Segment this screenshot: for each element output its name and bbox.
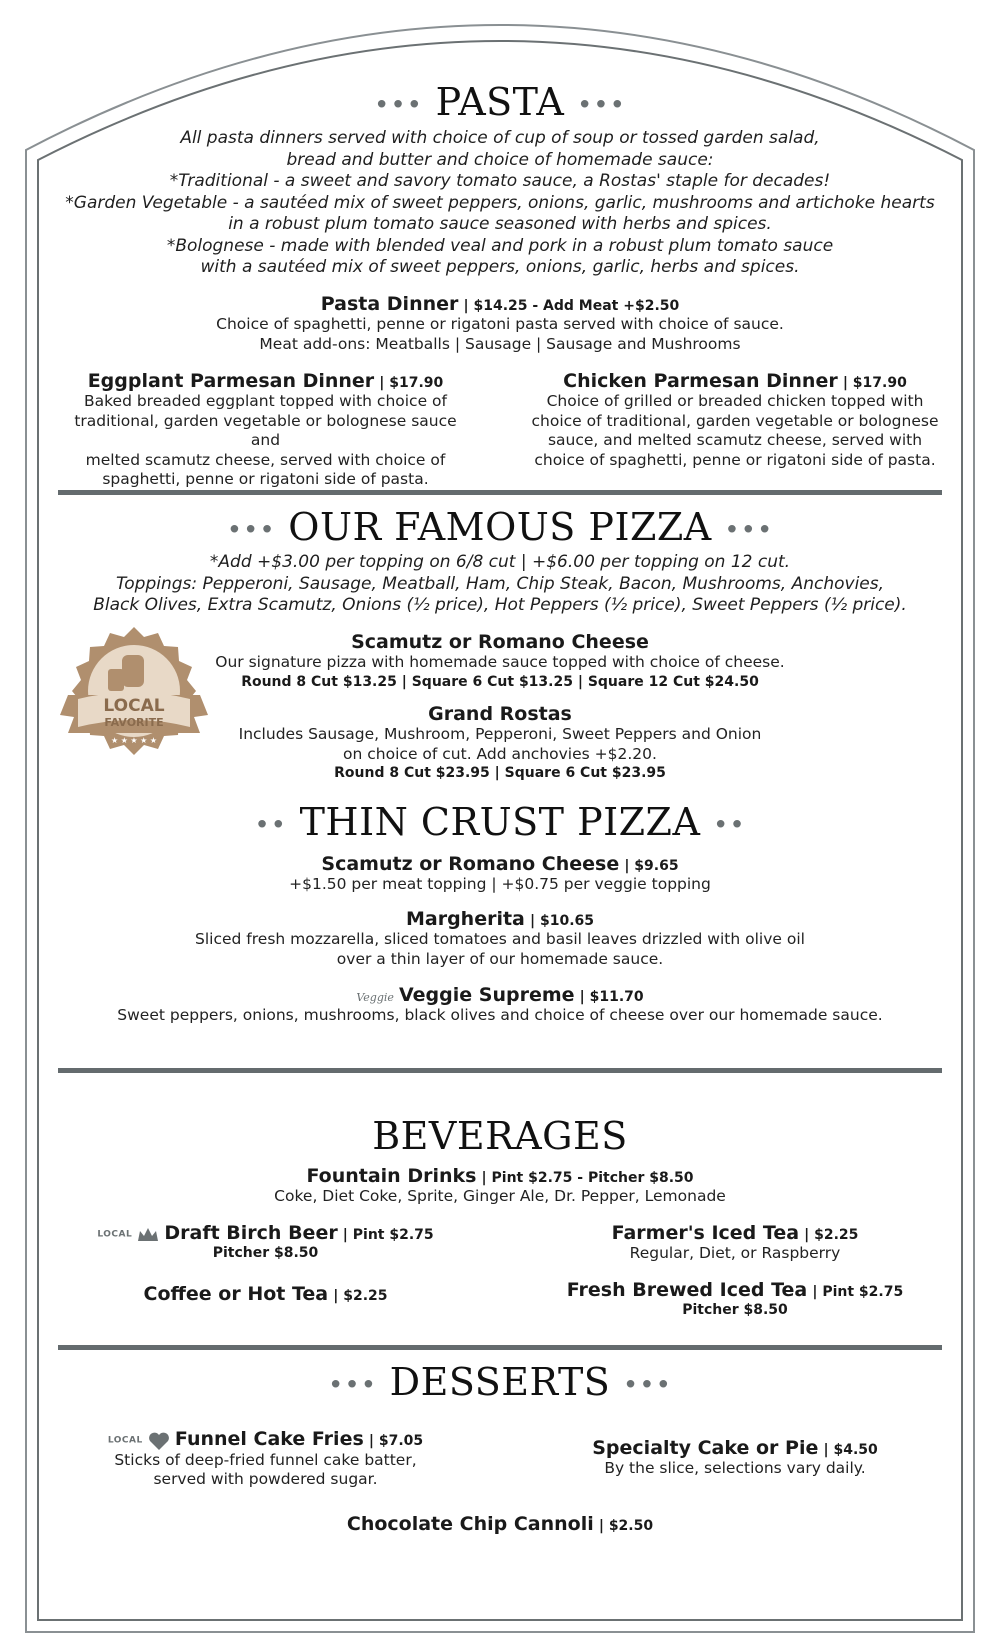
crown-icon (137, 1227, 159, 1243)
veggie-supreme-item: Veggie Veggie Supreme | $11.70 Sweet peppers, onions, mushrooms, black olives and choice of cheese over our homemade sauce. (117, 984, 883, 1024)
item-price: | $14.25 - Add Meat +$2.50 (463, 298, 680, 314)
veggie-icon: Veggie (356, 991, 394, 1004)
specialty-cake-item: Specialty Cake or Pie | $4.50 By the slice, selections vary daily. (592, 1437, 878, 1477)
badge-text-line1: LOCAL (103, 696, 165, 716)
pasta-intro: All pasta dinners served with choice of cup of soup or tossed garden salad, bread and butter and choice of homemade sauce: *Traditional - a sweet and savory tomato sauce, a Rostas' staple for decades! *Garden Vegetable - a sautéed mix of sweet peppers, onions, garlic, mushrooms and artichoke hearts in a robust plum tomato sauce seasoned with herbs and spices. *Bolognese - made with blended veal and pork in a robust plum tomato sauce with a sautéed mix of sweet peppers, onions, garlic, herbs and spices. (65, 128, 935, 277)
eggplant-parmesan-item: Eggplant Parmesan Dinner | $17.90 Baked breaded eggplant topped with choice of traditional, garden vegetable or bolognese sauce and melted scamutz cheese, served with choice of spaghetti, penne or rigatoni side of pasta. (74, 370, 457, 488)
pizza-heading: ••• OUR FAMOUS PIZZA ••• (226, 505, 774, 549)
section-divider (58, 490, 942, 495)
desserts-heading: ••• DESSERTS ••• (328, 1360, 672, 1404)
farmers-iced-tea-item: Farmer's Iced Tea | $2.25 Regular, Diet, or Raspberry (611, 1222, 859, 1262)
fresh-brewed-iced-tea-item: Fresh Brewed Iced Tea | Pint $2.75 Pitcher $8.50 (566, 1279, 904, 1318)
section-divider (58, 1068, 942, 1073)
funnel-cake-item: LOCAL Funnel Cake Fries | $7.05 Sticks of deep-fried funnel cake batter, served with powdered sugar. (107, 1428, 424, 1488)
margherita-item: Margherita | $10.65 Sliced fresh mozzarella, sliced tomatoes and basil leaves drizzled with olive oil over a thin layer of our homemade sauce. (195, 908, 805, 968)
local-tag: LOCAL (107, 1435, 143, 1446)
chicken-parmesan-item: Chicken Parmesan Dinner | $17.90 Choice of grilled or breaded chicken topped with choice of traditional, garden vegetable or bolognese sauce, and melted scamutz cheese, served with choice of spaghetti, penne or rigatoni side of pasta. (531, 370, 939, 469)
thin-scamutz-item: Scamutz or Romano Cheese | $9.65 +$1.50 per meat topping | +$0.75 per veggie topping (289, 853, 711, 893)
section-divider (58, 1345, 942, 1350)
scamutz-pizza-item: Scamutz or Romano Cheese Our signature pizza with homemade sauce topped with choice of cheese. Round 8 Cut $13.25 | Square 6 Cut $13.25 | Square 12 Cut $24.50 (215, 631, 785, 690)
coffee-tea-item: Coffee or Hot Tea | $2.25 (143, 1283, 388, 1305)
item-name: Pasta Dinner (320, 293, 459, 315)
birch-beer-item: LOCAL Draft Birch Beer | Pint $2.75 Pitcher $8.50 (97, 1222, 434, 1261)
fountain-drinks-item: Fountain Drinks | Pint $2.75 - Pitcher $8.50 Coke, Diet Coke, Sprite, Ginger Ale, Dr. Pepper, Lemonade (274, 1165, 726, 1205)
badge-text-line2: FAVORITE (104, 716, 164, 729)
heart-icon (148, 1431, 170, 1451)
pasta-dinner-item: Pasta Dinner | $14.25 - Add Meat +$2.50 Choice of spaghetti, penne or rigatoni pasta served with choice of sauce. Meat add-ons: Meatballs | Sausage | Sausage and Mushrooms (216, 293, 784, 353)
local-tag: LOCAL (97, 1229, 133, 1240)
grand-rostas-item: Grand Rostas Includes Sausage, Mushroom, Pepperoni, Sweet Peppers and Onion on choice of cut. Add anchovies +$2.20. Round 8 Cut $23.95 | Square 6 Cut $23.95 (238, 703, 762, 781)
pasta-heading: ••• PASTA ••• (374, 80, 626, 124)
pizza-intro: *Add +$3.00 per topping on 6/8 cut | +$6.00 per topping on 12 cut. Toppings: Pepperoni, Sausage, Meatball, Ham, Chip Steak, Bacon, Mushrooms, Anchovies, Black Olives, Extra Scamutz, Onions (½ price), Hot Peppers (½ price), Sweet Peppers (½ price). (93, 552, 907, 615)
beverages-heading: BEVERAGES (372, 1114, 628, 1158)
svg-text:★ ★ ★ ★ ★: ★ ★ ★ ★ ★ (110, 736, 158, 745)
thin-crust-heading: •• THIN CRUST PIZZA •• (254, 800, 746, 844)
cannoli-item: Chocolate Chip Cannoli | $2.50 (346, 1513, 654, 1535)
